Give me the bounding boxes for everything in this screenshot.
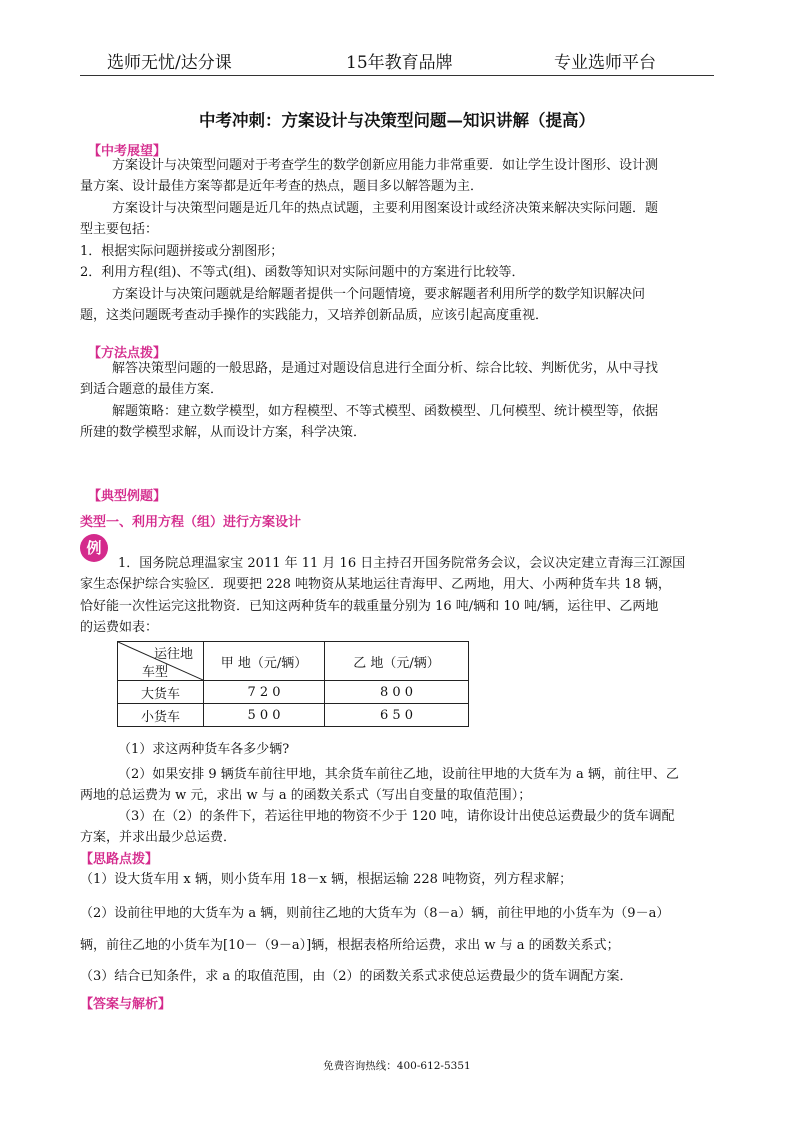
question-line: （3）在（2）的条件下，若运往甲地的物资不少于 120 吨，请你设计出使总运费最少的货车调配 bbox=[118, 809, 675, 824]
example-badge-icon: 例 bbox=[80, 534, 108, 562]
problem-line: 1．国务院总理温家宝 2011 年 11 月 16 日主持召开国务院常务会议，会议决定建立青海三江源国 bbox=[118, 556, 686, 571]
paragraph-line: 2．利用方程(组)、不等式(组)、函数等知识对实际问题中的方案进行比较等． bbox=[80, 265, 525, 280]
header-brand: 选师无忧/达分课 bbox=[107, 53, 232, 73]
paragraph-line: 所建的数学模型求解，从而设计方案，科学决策． bbox=[80, 425, 367, 440]
paragraph-line: 解答决策型问题的一般思路，是通过对题设信息进行全面分析、综合比较、判断优劣，从中寻找 bbox=[112, 361, 659, 376]
corner-label-vehicle: 车型 bbox=[142, 665, 169, 680]
column-header: 乙 地（元/辆） bbox=[325, 642, 469, 681]
paragraph-line: 1．根据实际问题拼接或分割图形； bbox=[80, 244, 284, 259]
hint-line: （3）结合已知条件，求 a 的取值范围，由（2）的函数关系式求使总运费最少的货车调配方案． bbox=[80, 969, 633, 984]
problem-line: 家生态保护综合实验区．现要把 228 吨物资从某地运往青海甲、乙两地，用大、小两种货车共 18 辆， bbox=[80, 577, 671, 592]
paragraph-line: 方案设计与决策型问题对于考查学生的数学创新应用能力非常重要．如让学生设计图形、设计测 bbox=[112, 158, 659, 173]
paragraph-line: 量方案、设计最佳方案等都是近年考查的热点，题目多以解答题为主． bbox=[80, 179, 484, 194]
table-cell: 8 0 0 bbox=[325, 681, 469, 704]
table-corner-cell bbox=[118, 642, 204, 681]
corner-label-destination: 运往地 bbox=[153, 647, 193, 662]
table-cell: 7 2 0 bbox=[204, 681, 325, 704]
table-cell: 6 5 0 bbox=[325, 704, 469, 727]
page-title: 中考冲刺：方案设计与决策型问题—知识讲解（提高） bbox=[199, 111, 595, 130]
paragraph-line: 型主要包括： bbox=[80, 222, 159, 237]
header-slogan: 15年教育品牌 bbox=[346, 53, 453, 73]
table-cell: 5 0 0 bbox=[204, 704, 325, 727]
problem-line: 的运费如表： bbox=[80, 620, 159, 635]
column-header: 甲 地（元/辆） bbox=[204, 642, 325, 681]
freight-table bbox=[117, 641, 469, 727]
hint-line: （2）设前往甲地的大货车为 a 辆，则前往乙地的大货车为（8－a）辆，前往甲地的小货车为（9－a） bbox=[80, 906, 670, 921]
question-line: （1）求这两种货车各多少辆? bbox=[118, 742, 290, 757]
section-heading-method: 【方法点拨】 bbox=[88, 346, 167, 361]
table-row bbox=[118, 681, 469, 704]
question-line: 两地的总运费为 w 元，求出 w 与 a 的函数关系式（写出自变量的取值范围）； bbox=[80, 788, 532, 803]
paragraph-line: 到适合题意的最佳方案． bbox=[80, 382, 224, 397]
table-header-row bbox=[118, 642, 469, 681]
header-divider bbox=[80, 75, 714, 76]
section-heading-outlook: 【中考展望】 bbox=[88, 144, 167, 159]
table-cell: 大货车 bbox=[118, 681, 204, 704]
problem-line: 恰好能一次性运完这批物资．已知这两种货车的载重量分别为 16 吨/辆和 10 吨/辆，运往甲、乙两地 bbox=[80, 599, 659, 614]
header-platform: 专业选师平台 bbox=[554, 53, 656, 73]
section-heading-answer: 【答案与解析】 bbox=[80, 997, 172, 1012]
section-heading-hint: 【思路点拨】 bbox=[80, 852, 159, 867]
paragraph-line: 题，这类问题既考查动手操作的实践能力，又培养创新品质，应该引起高度重视． bbox=[80, 308, 549, 323]
hint-line: （1）设大货车用 x 辆，则小货车用 18－x 辆，根据运输 228 吨物资，列方程求解； bbox=[80, 872, 573, 887]
hint-line: 辆，前往乙地的小货车为[10－（9－a）]辆，根据表格所给运费，求出 w 与 a 的函数关系式； bbox=[80, 938, 620, 953]
paragraph-line: 解题策略：建立数学模型，如方程模型、不等式模型、函数模型、几何模型、统计模型等，依据 bbox=[112, 404, 659, 419]
paragraph-line: 方案设计与决策问题就是给解题者提供一个问题情境，要求解题者利用所学的数学知识解决问 bbox=[112, 287, 646, 302]
question-line: 方案，并求出最少总运费． bbox=[80, 830, 237, 845]
paragraph-line: 方案设计与决策型问题是近几年的热点试题，主要利用图案设计或经济决策来解决实际问题．题 bbox=[112, 201, 659, 216]
section-heading-examples: 【典型例题】 bbox=[88, 489, 167, 504]
footer-hotline: 免费咨询热线：400-612-5351 bbox=[323, 1060, 471, 1072]
table-row bbox=[118, 704, 469, 727]
type-heading: 类型一、利用方程（组）进行方案设计 bbox=[80, 515, 302, 530]
table-cell: 小货车 bbox=[118, 704, 204, 727]
question-line: （2）如果安排 9 辆货车前往甲地，其余货车前往乙地，设前往甲地的大货车为 a 辆，前往甲、乙 bbox=[118, 767, 679, 782]
